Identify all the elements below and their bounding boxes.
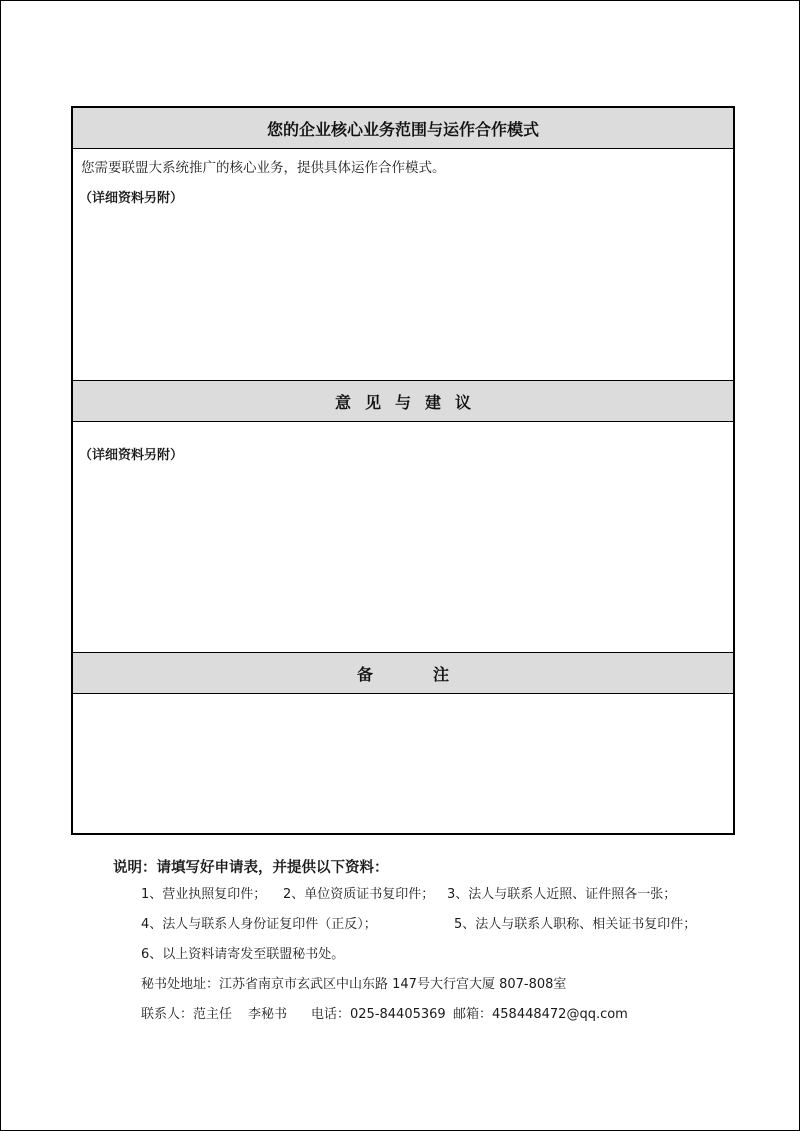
remarks-header — [73, 652, 733, 694]
contact-phone: 电话：025-84405369 — [311, 1007, 446, 1022]
note-item-2: 2、单位资质证书复印件； — [283, 887, 435, 902]
opinion-header — [73, 380, 733, 422]
opinion-attachment-note: （详细资料另附） — [79, 448, 184, 463]
notes-title: 说明：请填写好申请表，并提供以下资料： — [113, 860, 389, 876]
remarks-header-text-1: 备 — [356, 664, 373, 684]
form-table — [71, 106, 735, 835]
remarks-header-text-2: 注 — [433, 664, 450, 684]
note-item-6: 6、以上资料请寄发至联盟秘书处。 — [141, 947, 345, 962]
opinion-field[interactable] — [73, 422, 733, 652]
contact-person: 联系人：范主任 — [141, 1007, 233, 1022]
note-item-3: 3、法人与联系人近照、证件照各一张； — [447, 887, 677, 902]
business-scope-prompt: 您需要联盟大系统推广的核心业务，提供具体运作合作模式。 — [81, 160, 446, 176]
note-item-4: 4、法人与联系人身份证复印件（正反）； — [141, 917, 377, 932]
note-item-5: 5、法人与联系人职称、相关证书复印件； — [454, 917, 697, 932]
contact-email: 邮箱：458448472@qq.com — [453, 1007, 628, 1022]
business-scope-header-text: 您的企业核心业务范围与运作合作模式 — [266, 119, 539, 139]
secretariat-address: 秘书处地址：江苏省南京市玄武区中山东路 147号大行宫大厦 807-808室 — [141, 977, 567, 992]
remarks-field[interactable] — [73, 694, 733, 833]
business-attachment-note: （详细资料另附） — [79, 191, 184, 206]
business-scope-header — [73, 108, 733, 149]
contact-person-2: 李秘书 — [248, 1007, 288, 1022]
opinion-header-text: 意见与建议 — [334, 392, 485, 412]
note-item-1: 1、营业执照复印件； — [141, 887, 267, 902]
business-scope-field[interactable] — [73, 150, 733, 380]
